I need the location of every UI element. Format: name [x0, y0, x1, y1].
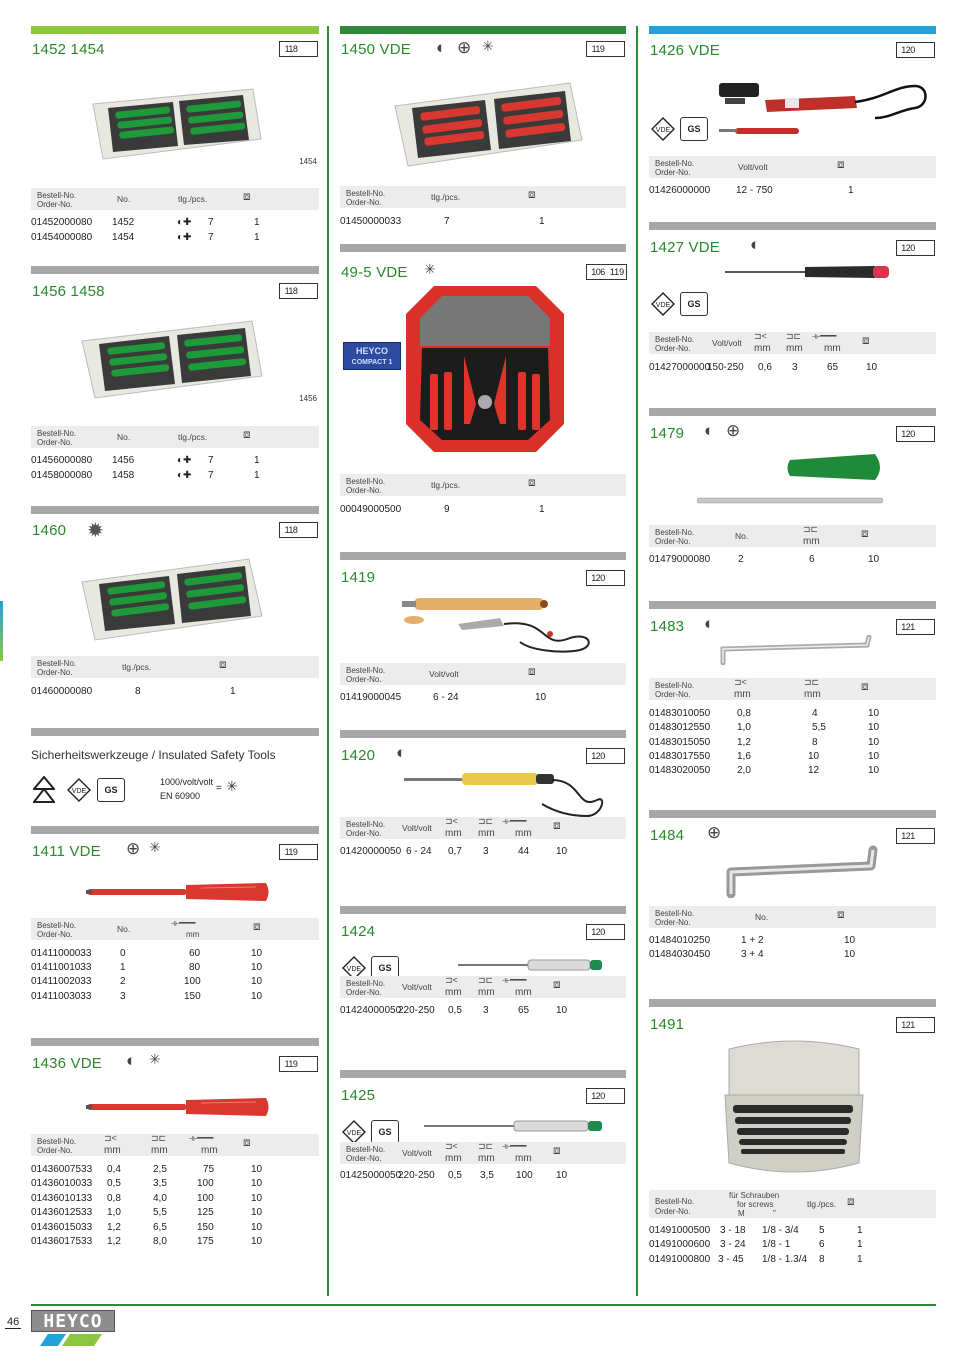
insulated-asterisk-icon: ✳ [226, 778, 238, 794]
header-label: Order-No. [346, 198, 382, 207]
unit-mm: mm [201, 1145, 218, 1156]
page-reference-book-icon [584, 1086, 626, 1106]
vde-mark-icon: VDE [342, 1120, 366, 1142]
page-reference-book-icon [584, 922, 626, 942]
header-no: No. [117, 924, 131, 934]
page-ref: 118 [279, 283, 303, 299]
blade-thickness-icon: ⊐⊏ [478, 975, 494, 985]
footer-spacer [0, 1303, 3, 1363]
page-ref: 120 [586, 1088, 610, 1104]
image-caption: 1456 [299, 394, 317, 403]
table-header [340, 663, 626, 685]
table-header [649, 1190, 936, 1218]
edge-tab-marker [0, 601, 3, 661]
section-1419: 1419 120 Bestell-No. Order-No. Volt/volt ⧈ 01419000045 6 - 24 10 [340, 552, 626, 730]
package-icon: ⧈ [837, 157, 845, 171]
header-label: Order-No. [346, 675, 382, 684]
page-reference-book-icon [894, 1015, 936, 1035]
page-ref: 106 [586, 264, 610, 280]
page-ref: 120 [896, 240, 920, 256]
section-1425: 1425 120 VDE GS Bestell-No. Order-No. Volt/volt ⊐< mm ⊐⊏ mm ⟛━━━ mm ⧈ 01425000050 220-250 0,5 3,5 100 10 [340, 1070, 626, 1230]
heyco-brand-logo: HEYCO [31, 1310, 115, 1332]
norm-label: EN 60900 [160, 791, 201, 801]
section-top-bar [649, 408, 936, 416]
page-number: 46 [7, 1316, 20, 1328]
page-ref: 119 [279, 1056, 303, 1072]
header-label: Order-No. [346, 829, 382, 838]
package-icon: ⧈ [837, 907, 845, 921]
slot-phillips-icon: ◐✚ [177, 470, 192, 481]
voltage-rating: 1000/volt/volt [160, 777, 214, 787]
header-no: No. [755, 912, 769, 922]
table-header [649, 525, 936, 547]
page-ref: 119 [586, 41, 610, 57]
length-icon: ⟛━━━ [812, 331, 837, 341]
header-label: Order-No. [346, 988, 382, 997]
page-ref: 119 [279, 844, 303, 860]
section-title: 1425 [341, 1087, 376, 1104]
page-reference-book-icon [584, 39, 626, 59]
unit-mm: mm [754, 343, 771, 354]
header-label: Bestell-No. [37, 429, 77, 438]
page-reference-book-icon [894, 40, 936, 60]
section-title: 1420 [341, 747, 376, 764]
offset-screwdriver-image [721, 844, 881, 898]
page-reference-book-icon [584, 262, 626, 282]
header-label: Bestell-No. [346, 666, 386, 675]
section-top-bar [649, 26, 936, 34]
slotted-icon: ◐ [704, 421, 715, 440]
section-title: 1426 VDE [650, 42, 720, 59]
table-header [340, 976, 626, 998]
header-label: Bestell-No. [346, 1145, 386, 1154]
blade-thickness-icon: ⊐⊏ [804, 677, 820, 687]
vde-mark-icon: VDE [651, 292, 675, 314]
header-label: Order-No. [655, 344, 691, 353]
table-header [340, 1142, 626, 1164]
unit-mm: mm [804, 689, 821, 700]
section-top-bar [31, 26, 319, 34]
phillips-icon: ⊕ [457, 38, 472, 57]
header-pcs: tlg./pcs. [807, 1199, 837, 1209]
header-label: Order-No. [346, 1154, 382, 1163]
screwdriver-set-image [77, 554, 267, 644]
table-header [649, 678, 936, 700]
gs-mark-icon: GS [371, 956, 399, 980]
package-icon: ⧈ [861, 526, 869, 540]
section-top-bar [649, 999, 936, 1007]
section-title: 1427 VDE [650, 239, 720, 256]
header-pcs: tlg./pcs. [431, 480, 461, 490]
header-no: No. [117, 432, 131, 442]
unit-mm: mm [478, 987, 495, 998]
vde-screwdriver-image [86, 1094, 271, 1120]
page-ref: 120 [896, 426, 920, 442]
section-top-bar [340, 906, 626, 914]
page-reference-book-icon [894, 826, 936, 846]
blade-thickness-icon: ⊐⊏ [478, 1141, 494, 1151]
header-m: M [738, 1209, 745, 1218]
unit-mm: mm [445, 828, 462, 839]
equals-sign: = [216, 783, 222, 794]
header-no: No. [117, 194, 131, 204]
phillips-icon: ⊕ [126, 839, 141, 858]
table-header [31, 426, 319, 448]
header-volt: Volt/volt [738, 162, 768, 172]
offset-screwdriver-image [717, 635, 877, 665]
unit-mm: mm [515, 1153, 532, 1164]
table-header [649, 156, 936, 178]
section-title: 1456 1458 [32, 283, 105, 300]
package-icon: ⧈ [528, 664, 536, 678]
header-label: Order-No. [655, 1207, 691, 1216]
page-reference-book-icon [894, 238, 936, 258]
unit-mm: mm [478, 1153, 495, 1164]
blade-width-icon: ⊐< [754, 331, 767, 341]
header-label: Order-No. [655, 918, 691, 927]
section-1420: 1420 ◐ 120 Bestell-No. Order-No. Volt/volt ⊐< mm ⊐⊏ mm ⟛━━━ mm ⧈ 01420000050 6 - 24 0,7 3 44 10 [340, 730, 626, 906]
gs-mark-icon: GS [97, 778, 125, 802]
blade-thickness-icon: ⊐⊏ [478, 816, 494, 826]
section-top-bar [31, 266, 319, 274]
table-header [340, 186, 626, 208]
vde-mark-icon: VDE [67, 778, 91, 800]
package-icon: ⧈ [528, 187, 536, 201]
package-icon: ⧈ [243, 189, 251, 203]
insulated-asterisk-icon: ✳ [424, 261, 436, 277]
package-icon: ⧈ [553, 818, 561, 832]
unit-mm: mm [104, 1145, 121, 1156]
section-title: 1424 [341, 923, 376, 940]
package-icon: ⧈ [219, 657, 227, 671]
section-title: 1452 1454 [32, 41, 105, 58]
header-pcs: tlg./pcs. [178, 432, 208, 442]
screw-extractor-set-image [719, 1039, 869, 1179]
phillips-icon: ⊕ [726, 421, 741, 440]
vde-screwdriver-image [86, 879, 271, 905]
header-for-screws: for screws [737, 1200, 774, 1209]
header-pcs: tlg./pcs. [122, 662, 152, 672]
unit-mm: mm [445, 987, 462, 998]
header-label: Order-No. [655, 168, 691, 177]
voltage-tester-screwdriver-image [458, 958, 604, 972]
reversible-screwdriver-image [695, 446, 885, 512]
section-title: 1483 [650, 618, 685, 635]
header-label: Order-No. [37, 200, 73, 209]
slotted-icon: ◐ [750, 235, 761, 254]
two-pole-voltage-tester-image [715, 78, 935, 148]
heyco-compact-logo: HEYCO COMPACT 1 [343, 342, 401, 370]
blade-width-icon: ⊐< [445, 816, 458, 826]
header-label: Order-No. [37, 1146, 73, 1155]
page-reference-book-icon [584, 746, 626, 766]
page-ref: 120 [586, 748, 610, 764]
page-ref: 121 [896, 828, 920, 844]
table-header [649, 332, 936, 354]
voltage-tester-image [402, 770, 607, 822]
package-icon: ⧈ [553, 1143, 561, 1157]
section-top-bar [31, 506, 319, 514]
package-icon: ⧈ [847, 1194, 855, 1208]
header-label: Bestell-No. [346, 820, 386, 829]
unit-mm: mm [151, 1145, 168, 1156]
table-header [31, 1134, 319, 1156]
slotted-icon: ◐ [436, 38, 447, 57]
header-label: Bestell-No. [655, 1197, 695, 1206]
column-2 [340, 26, 626, 1230]
section-49-5-vde: 49-5 VDE ✳ 106 119 HEYCO COMPACT 1 Bestell-No. Order-No. tlg./pcs. ⧈ 00049000500 9 1 [340, 244, 626, 552]
header-label: Bestell-No. [655, 528, 695, 537]
insulated-asterisk-icon: ✳ [149, 1051, 161, 1067]
unit-mm: mm [734, 689, 751, 700]
section-top-bar [340, 552, 626, 560]
column-divider [327, 26, 329, 1296]
section-top-bar [31, 1038, 319, 1046]
header-label: Bestell-No. [655, 909, 695, 918]
package-icon: ⧈ [243, 427, 251, 441]
section-1484: 1484 ⊕ 121 Bestell-No. Order-No. No. ⧈ 01484010250 1 + 2 10 01484030450 3 + 4 10 [649, 810, 936, 999]
page-reference-book-icon [277, 281, 319, 301]
header-label: Order-No. [655, 537, 691, 546]
header-for-screws: für Schrauben [729, 1191, 780, 1200]
section-1483: 1483 ◐ 121 Bestell-No. Order-No. ⊐< mm ⊐⊏ mm ⧈ 01483010050 0,8 4 10 01483012550 1,0 5,5 10 01483015050 1,2 8 10 01483017550 1,6 10 10 01483020050 2,0 12 10 [649, 601, 936, 810]
header-label: Order-No. [37, 930, 73, 939]
header-volt: Volt/volt [712, 338, 742, 348]
page-ref-2: 119 [608, 264, 627, 280]
slot-phillips-icon: ◐✚ [177, 217, 192, 228]
section-title: 1484 [650, 827, 685, 844]
page-ref: 121 [896, 1017, 920, 1033]
blade-thickness-icon: ⊐⊏ [803, 524, 819, 534]
length-icon: ⟛━━━ [189, 1133, 214, 1143]
table-header [31, 656, 319, 678]
gs-mark-icon: GS [680, 292, 708, 316]
double-triangle-icon [33, 776, 55, 809]
package-icon: ⧈ [553, 977, 561, 991]
header-inch: " [773, 1209, 776, 1218]
page-reference-book-icon [277, 842, 319, 862]
slot-phillips-icon: ◐✚ [177, 232, 192, 243]
package-icon: ⧈ [528, 475, 536, 489]
page-ref: 120 [586, 570, 610, 586]
unit-mm: mm [186, 930, 200, 939]
header-pcs: tlg./pcs. [431, 192, 461, 202]
header-label: Bestell-No. [37, 921, 77, 930]
header-label: Bestell-No. [37, 1137, 77, 1146]
header-label: Bestell-No. [346, 979, 386, 988]
insulated-asterisk-icon: ✳ [482, 38, 494, 54]
page-reference-book-icon [894, 617, 936, 637]
section-title: 1419 [341, 569, 376, 586]
section-top-bar [31, 826, 319, 834]
column-3 [649, 26, 936, 1289]
safety-title: Sicherheitswerkzeuge / Insulated Safety Tools [31, 748, 276, 762]
unit-mm: mm [515, 987, 532, 998]
header-volt: Volt/volt [429, 669, 459, 679]
section-title: 1450 VDE [341, 41, 411, 58]
unit-mm: mm [824, 343, 841, 354]
slotted-icon: ◐ [126, 1051, 137, 1070]
vde-mark-icon: VDE [651, 117, 675, 139]
image-caption: 1454 [299, 157, 317, 166]
screwdriver-set-image [77, 316, 267, 402]
section-top-bar [340, 244, 626, 252]
table-header [340, 817, 626, 839]
section-title: 1436 VDE [32, 1055, 102, 1072]
slotted-icon: ◐ [704, 614, 715, 633]
tool-case-image [404, 284, 566, 454]
page-reference-book-icon [277, 1054, 319, 1074]
unit-mm: mm [786, 343, 803, 354]
header-label: Order-No. [655, 690, 691, 699]
section-1479: 1479 ◐ ⊕ 120 Bestell-No. Order-No. No. ⊐⊏ mm ⧈ 01479000080 2 6 10 [649, 408, 936, 601]
vde-mark-icon: VDE [342, 956, 366, 978]
section-top-bar [340, 730, 626, 738]
page-reference-book-icon [894, 424, 936, 444]
slotted-icon: ◐ [396, 743, 407, 762]
section-1411-vde: 1411 VDE ⊕ ✳ 119 Bestell-No. Order-No. No. ⟛━━━ mm ⧈ 01411000033 0 60 10 01411001033 1 80 10 01411002033 2 100 10 01411003033 3 150 10 [31, 826, 319, 1038]
header-label: Bestell-No. [655, 335, 695, 344]
header-volt: Volt/volt [402, 982, 432, 992]
unit-mm: mm [515, 828, 532, 839]
table-header [340, 474, 626, 496]
header-label: Order-No. [37, 668, 73, 677]
section-1491: 1491 121 Bestell-No. Order-No. für Schrauben for screws M " tlg./pcs. ⧈ 01491000500 3 - 18 1/8 - 3/4 5 1 01491000600 3 - 24 1/8 - 1 6 1 01491000800 3 - 45 1/8 - 1.3/4 8 1 [649, 999, 936, 1289]
section-1456: 1456 1458 118 1456 Bestell-No. Order-No. No. tlg./pcs. ⧈ 01456000080 1456 ◐✚ 7 1 01458000080 1458 ◐✚ 7 1 [31, 266, 319, 506]
section-1452: 1452 1454 118 1454 Bestell-No. Order-No. No. tlg./pcs. ⧈ 01452000080 1452 ◐✚ 7 1 01454000080 1454 ◐✚ 7 1 [31, 26, 319, 246]
section-1424: 1424 120 VDE GS Bestell-No. Order-No. Volt/volt ⊐< mm ⊐⊏ mm ⟛━━━ mm ⧈ 01424000050 220-250 0,5 3 65 10 [340, 906, 626, 1070]
column-1 [31, 26, 319, 1263]
section-title: 1479 [650, 425, 685, 442]
unit-mm: mm [478, 828, 495, 839]
package-icon: ⧈ [861, 679, 869, 693]
voltage-tester-screwdriver-image [424, 1119, 604, 1133]
section-title: 1460 [32, 522, 67, 539]
header-label: Order-No. [37, 438, 73, 447]
table-header [31, 188, 319, 210]
section-1427-vde: 1427 VDE ◐ 120 VDE GS Bestell-No. Order-No. Volt/volt ⊐< mm ⊐⊏ mm ⟛━━━ mm ⧈ 01427000000 150-250 0,6 3 65 10 [649, 222, 936, 408]
page-ref: 121 [896, 619, 920, 635]
screwdriver-set-image [83, 84, 263, 164]
header-no: No. [735, 531, 749, 541]
section-top-bar [340, 1070, 626, 1078]
column-divider [636, 26, 638, 1296]
package-icon: ⧈ [253, 919, 261, 933]
torx-icon: ✹ [87, 520, 104, 542]
blade-width-icon: ⊐< [734, 677, 747, 687]
blade-thickness-icon: ⊐⊏ [786, 331, 802, 341]
section-top-bar [340, 26, 626, 34]
length-icon: ⟛━━━ [171, 918, 196, 928]
blade-thickness-icon: ⊐⊏ [151, 1133, 167, 1143]
gs-mark-icon: GS [680, 117, 708, 141]
blade-width-icon: ⊐< [445, 1141, 458, 1151]
section-top-bar [649, 222, 936, 230]
header-label: Bestell-No. [37, 191, 77, 200]
unit-mm: mm [445, 1153, 462, 1164]
length-icon: ⟛━━━ [502, 1141, 527, 1151]
table-header [31, 918, 319, 940]
section-1436-vde: 1436 VDE ◐ ✳ 119 Bestell-No. Order-No. ⊐< mm ⊐⊏ mm ⟛━━━ mm ⧈ 01436007533 0,4 2,5 75 10 01436010033 0,5 3,5 100 10 01436010133 0,8 4,0 100 10 01436012533 1,0 5,5 125 10 01436015033 1,2 6,5 150 10 01436017533 1,2 8,0 175 10 [31, 1038, 319, 1263]
blade-width-icon: ⊐< [104, 1133, 117, 1143]
insulated-asterisk-icon: ✳ [149, 839, 161, 855]
footer-line [31, 1304, 936, 1306]
header-label: Bestell-No. [655, 681, 695, 690]
section-1426-vde: 1426 VDE 120 VDE GS Bestell-No. Order-No. Volt/volt ⧈ 01426000000 12 - 750 1 [649, 26, 936, 222]
phillips-icon: ⊕ [707, 823, 722, 842]
header-pcs: tlg./pcs. [178, 194, 208, 204]
gs-mark-icon: GS [371, 1120, 399, 1144]
package-icon: ⧈ [243, 1135, 251, 1149]
page-reference-book-icon [277, 39, 319, 59]
header-label: Order-No. [346, 486, 382, 495]
blade-width-icon: ⊐< [445, 975, 458, 985]
page-reference-book-icon [584, 568, 626, 588]
page-ref: 120 [896, 42, 920, 58]
header-label: Bestell-No. [346, 477, 386, 486]
voltage-tester-screwdriver-image [725, 264, 891, 280]
header-volt: Volt/volt [402, 823, 432, 833]
page-ref: 118 [279, 41, 303, 57]
section-title: 1411 VDE [32, 843, 101, 860]
section-safety-tools [31, 728, 319, 826]
header-label: Bestell-No. [346, 189, 386, 198]
package-icon: ⧈ [862, 333, 870, 347]
section-1460: 1460 ✹ 118 Bestell-No. Order-No. tlg./pcs. ⧈ 01460000080 8 1 [31, 506, 319, 728]
section-top-bar [649, 810, 936, 818]
page-reference-book-icon [277, 520, 319, 540]
header-volt: Volt/volt [402, 1148, 432, 1158]
section-top-bar [31, 728, 319, 736]
table-header [649, 906, 936, 928]
section-title: 49-5 VDE [341, 264, 408, 281]
slot-phillips-icon: ◐✚ [177, 455, 192, 466]
length-icon: ⟛━━━ [502, 975, 527, 985]
section-top-bar [649, 601, 936, 609]
section-1450-vde: 1450 VDE ◐ ⊕ ✳ 119 Bestell-No. Order-No. tlg./pcs. ⧈ 01450000033 7 1 [340, 26, 626, 244]
header-label: Bestell-No. [37, 659, 77, 668]
header-label: Bestell-No. [655, 159, 695, 168]
page-ref: 120 [586, 924, 610, 940]
voltage-tester-image [400, 590, 600, 656]
section-title: 1491 [650, 1016, 685, 1033]
brand-stripes [40, 1333, 102, 1351]
length-icon: ⟛━━━ [502, 816, 527, 826]
page-ref: 118 [279, 522, 303, 538]
unit-mm: mm [803, 536, 820, 547]
vde-screwdriver-set-image [390, 78, 585, 170]
